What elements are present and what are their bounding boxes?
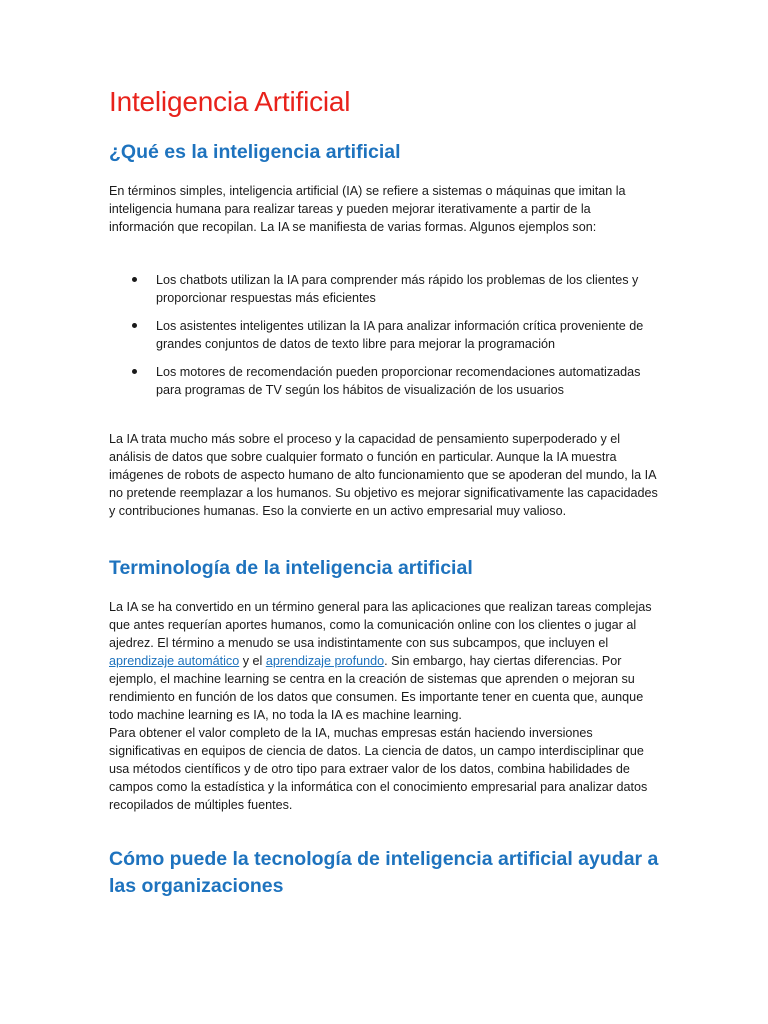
paragraph-text: La IA se ha convertido en un término general para las aplicaciones que realizan tareas complejas que antes requerían aportes humanos, como la comunicación online con los clientes o jugar al ajedrez. El término a menudo se usa indistintamente con sus subcampos, que incluyen el bbox=[109, 600, 652, 650]
section-2-paragraph-2: Para obtener el valor completo de la IA, muchas empresas están haciendo inversiones significativas en equipos de ciencia de datos. La ciencia de datos, un campo interdisciplinar que usa métodos científicos y de otro tipo para extraer valor de los datos, combina habilidades de campos como la estadística y la informática con el conocimiento empresarial para analizar datos recopilados de múltiples fuentes. bbox=[109, 726, 648, 812]
section-1-body-block bbox=[109, 430, 659, 520]
section-3 bbox=[109, 846, 659, 900]
section-1 bbox=[109, 139, 659, 166]
section-2-heading: Terminología de la inteligencia artificial bbox=[109, 557, 473, 579]
examples-list bbox=[109, 271, 659, 399]
section-1-intro: En términos simples, inteligencia artificial (IA) se refiere a sistemas o máquinas que imitan la inteligencia humana para realizar tareas y pueden mejorar iterativamente a partir de la información que recopilan. La IA se manifiesta de varias formas. Algunos ejemplos son: bbox=[109, 184, 626, 234]
bullet-icon bbox=[132, 323, 137, 328]
section-1-intro-block bbox=[109, 182, 659, 236]
list-item-text: Los asistentes inteligentes utilizan la IA para analizar información crítica proveniente de grandes conjuntos de datos de texto libre para mejorar la programación bbox=[156, 319, 644, 351]
bullet-icon bbox=[132, 277, 137, 282]
paragraph-text: . Sin embargo, hay ciertas diferencias. Por ejemplo, el machine learning se centra en la creación de sistemas que aprenden o mejoran su rendimiento en función de los datos que consumen. Es importante tener en cuenta que, aunque todo machine learning es IA, no toda la IA es machine learning. bbox=[109, 654, 644, 722]
list-item bbox=[109, 363, 659, 399]
section-1-heading: ¿Qué es la inteligencia artificial bbox=[109, 141, 401, 163]
bullet-icon bbox=[132, 369, 137, 374]
document-title: Inteligencia Artificial bbox=[109, 86, 351, 117]
section-3-heading: Cómo puede la tecnología de inteligencia artificial ayudar a las organizaciones bbox=[109, 848, 659, 897]
section-2 bbox=[109, 555, 659, 582]
list-item bbox=[109, 317, 659, 353]
link-aprendizaje-profundo[interactable]: aprendizaje profundo bbox=[265, 654, 385, 668]
section-2-body-block bbox=[109, 598, 659, 814]
list-item-text: Los motores de recomendación pueden proporcionar recomendaciones automatizadas para programas de TV según los hábitos de visualización de los usuarios bbox=[156, 365, 641, 397]
list-item-text: Los chatbots utilizan la IA para comprender más rápido los problemas de los clientes y proporcionar respuestas más eficientes bbox=[156, 273, 639, 305]
section-1-body: La IA trata mucho más sobre el proceso y la capacidad de pensamiento superpoderado y el análisis de datos que sobre cualquier formato o función en particular. Aunque la IA muestra imágenes de robots de aspecto humano de alto funcionamiento que se apoderan del mundo, la IA no pretende reemplazar a los humanos. Su objetivo es mejorar significativamente las capacidades y contribuciones humanas. Eso la convierte en un activo empresarial muy valioso. bbox=[109, 432, 658, 518]
section-2-paragraph-1 bbox=[109, 598, 659, 724]
list-item bbox=[109, 271, 659, 307]
paragraph-text: y el bbox=[239, 654, 266, 668]
link-aprendizaje-automatico[interactable]: aprendizaje automático bbox=[109, 654, 240, 668]
